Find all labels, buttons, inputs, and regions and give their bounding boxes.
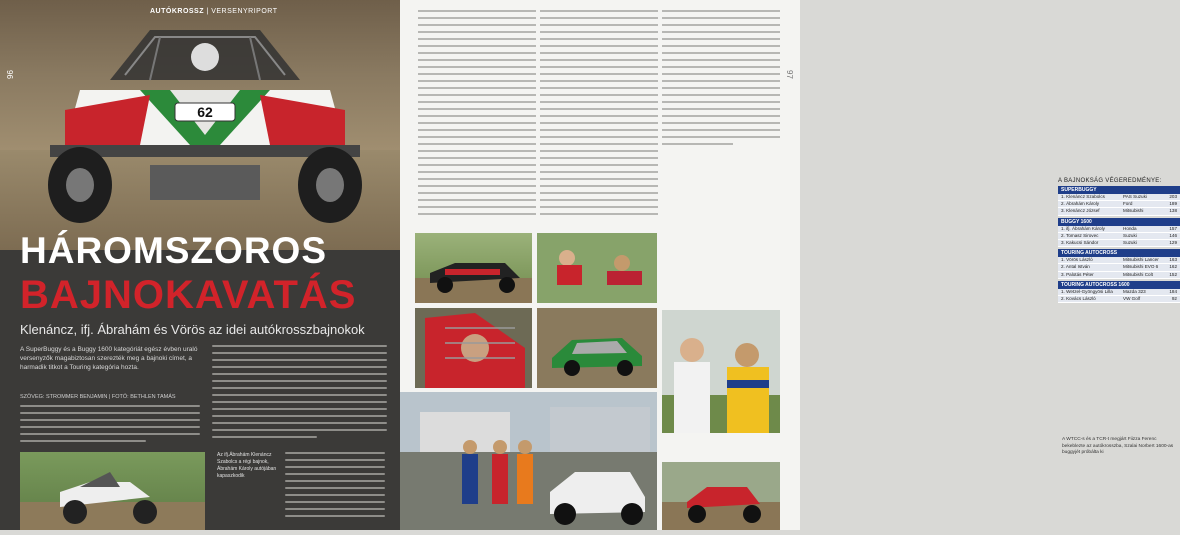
- article-column-2: [212, 345, 387, 450]
- subtitle: Klenáncz, ifj. Ábrahám és Vörös az idei autókrosszbajnokok: [20, 322, 365, 337]
- section-label: AUTÓKROSSZ | VERSENYRIPORT: [150, 8, 278, 15]
- results-points: 203: [1169, 194, 1177, 199]
- results-driver: 2. Ábrahám Károly: [1061, 201, 1100, 207]
- left-photo-caption: Az ifj.Ábrahám Klenáncz Szabolcs a régi bajnok, Ábrahám Károly autójában kapaszkodik: [217, 452, 277, 479]
- article-column-3: [285, 452, 385, 530]
- results-row: [1058, 264, 1180, 271]
- results-points: 138: [1169, 208, 1177, 214]
- results-row: [1058, 233, 1180, 240]
- results-car: Mitsubishi Lancer: [1123, 257, 1159, 263]
- results-driver: 3. Palotás Péter: [1061, 271, 1094, 277]
- results-row: [1058, 296, 1180, 303]
- results-row: [1058, 208, 1180, 215]
- results-row: [1058, 226, 1180, 233]
- buggy-car-illustration: [30, 25, 380, 225]
- results-points: 162: [1169, 264, 1177, 270]
- headline-line-1: HÁROMSZOROS: [20, 230, 327, 271]
- results-driver: 1. Vörös László: [1061, 257, 1093, 263]
- paddock-crowd-photo: [400, 392, 657, 530]
- driver-in-cage-photo: [415, 308, 532, 388]
- touring-car-photo: [537, 308, 657, 388]
- buggy-race-photo: [662, 462, 780, 530]
- results-car: VW Golf: [1123, 296, 1141, 302]
- results-category-header: TOURING AUTOCROSS: [1058, 249, 1180, 257]
- results-points: 146: [1169, 232, 1177, 238]
- right-page: [400, 0, 1177, 530]
- results-category-header: SUPERBUGGY: [1058, 186, 1180, 194]
- results-points: 163: [1169, 257, 1177, 263]
- page-number-right: 97: [785, 70, 795, 79]
- byline: SZÖVEG: STROMMER BENJAMIN | FOTÓ: BETHLEN TAMÁS: [20, 394, 176, 400]
- lead-paragraph: A SuperBuggy és a Buggy 1600 kategóriát egész évben uraló versenyzők magabiztosan szerezték meg a bajnoki címet, a harmadik titkot a Touring kategória hozta.: [20, 346, 198, 371]
- results-points: 157: [1169, 225, 1177, 231]
- results-car: Honda: [1123, 225, 1137, 231]
- results-car: Suzuki: [1123, 232, 1137, 238]
- championship-results-table: [1058, 178, 1180, 303]
- results-driver: 3. Klenáncz József: [1061, 208, 1100, 214]
- results-title: A BAJNOKSÁG VÉGEREDMÉNYE:: [1058, 178, 1162, 184]
- left-page: [0, 0, 400, 530]
- page-number-left: 96: [5, 70, 15, 79]
- results-category-header: TOURING AUTOCROSS 1600: [1058, 281, 1180, 289]
- results-row: [1058, 201, 1180, 208]
- results-points: 92: [1171, 296, 1177, 302]
- results-row: [1058, 289, 1180, 296]
- results-points: 152: [1169, 271, 1177, 277]
- results-car: Mitsubishi EVO 6: [1123, 264, 1159, 270]
- article-column-6: [662, 10, 780, 170]
- results-car: Suzuki: [1123, 240, 1137, 246]
- section-subname: VERSENYRIPORT: [211, 8, 278, 15]
- headline-line-2: BAJNOKAVATÁS: [20, 273, 357, 317]
- spectators-photo: [537, 233, 657, 303]
- results-driver: 1. Wetzel-Gyöngyösi Lilla: [1061, 288, 1113, 294]
- results-car: Ford: [1123, 201, 1133, 207]
- results-car: Mitsubishi Colt: [1123, 271, 1153, 277]
- results-car: PAS Suzuki: [1123, 194, 1147, 199]
- results-points: 189: [1169, 201, 1177, 207]
- results-points: 184: [1169, 288, 1177, 294]
- results-driver: 3. Kakucsi Sándor: [1061, 240, 1099, 246]
- right-photo-caption: A WTCC-s és a TCR-t megjárt Fiizza Ferenc bekeblezte az autókrosszba, Szalai Norbert 1600-as buggyjét próbálta ki: [1062, 437, 1174, 455]
- article-column-5: [540, 10, 658, 225]
- results-points: 129: [1169, 240, 1177, 246]
- article-column-1: [20, 405, 200, 450]
- results-row: [1058, 240, 1180, 247]
- results-row: [1058, 257, 1180, 264]
- car-number: 62: [197, 104, 213, 120]
- results-driver: 2. Tomasz Sirovec: [1061, 232, 1099, 238]
- results-car: Mitsubishi: [1123, 208, 1144, 214]
- results-row: [1058, 272, 1180, 279]
- section-name: AUTÓKROSSZ: [150, 8, 204, 15]
- buggy-action-photo: [20, 452, 205, 530]
- race-car-photo-1: [415, 233, 532, 303]
- article-column-4: [418, 10, 536, 225]
- results-driver: 1. ifj. Ábrahám Károly: [1061, 225, 1105, 231]
- results-driver: 2. Kovács László: [1061, 296, 1096, 302]
- results-car: Mazda 323: [1123, 288, 1146, 294]
- interview-photo: [662, 310, 780, 433]
- results-driver: 2. Antal István: [1061, 264, 1090, 270]
- results-category-header: BUGGY 1600: [1058, 218, 1180, 226]
- hero-photo: [0, 0, 400, 250]
- results-driver: 1. Klenáncz Szabolcs: [1061, 194, 1105, 199]
